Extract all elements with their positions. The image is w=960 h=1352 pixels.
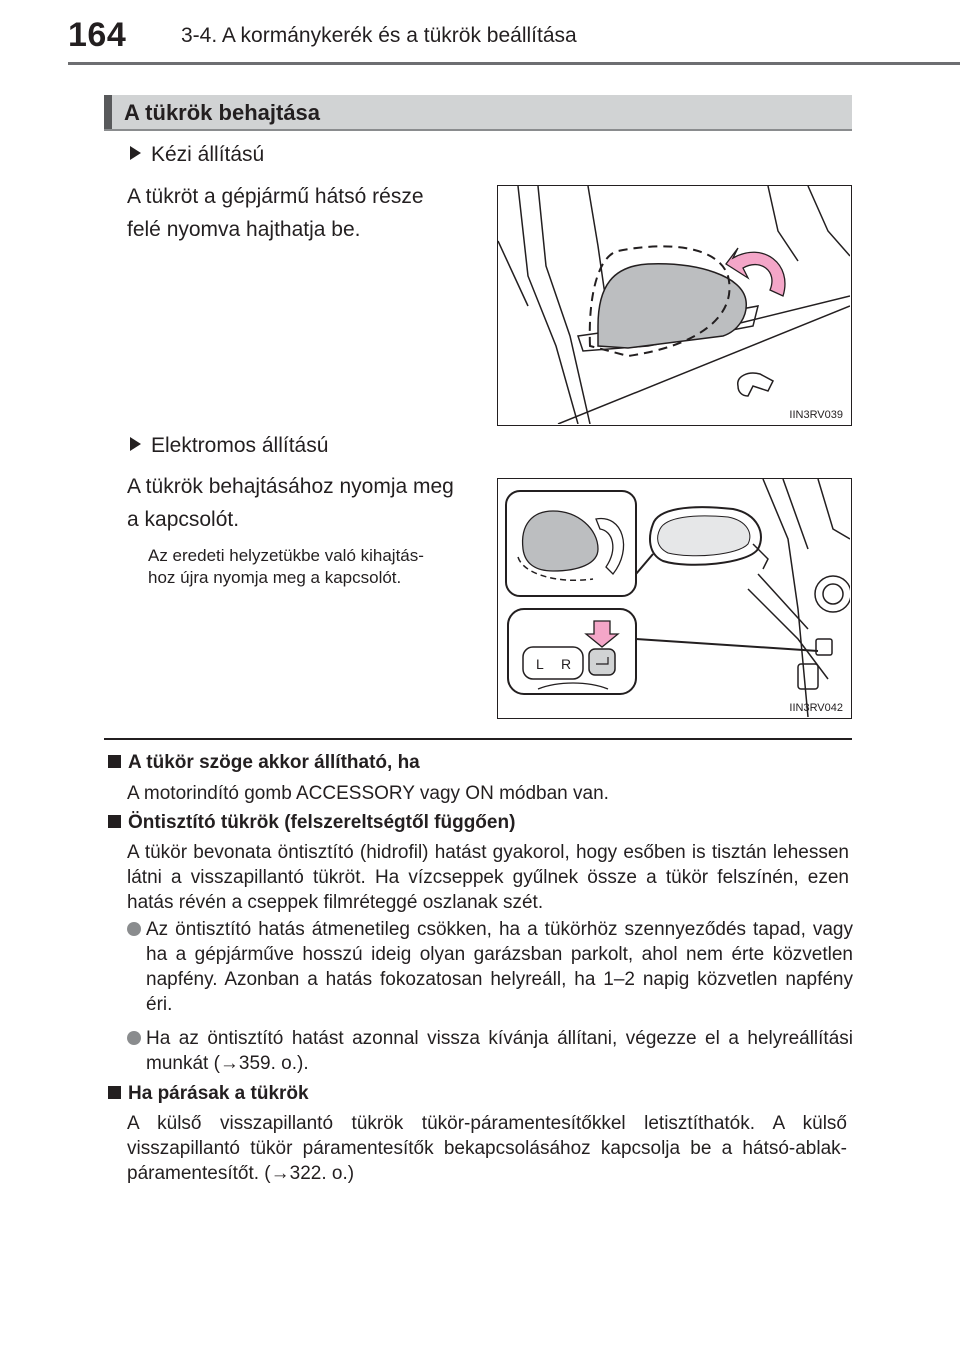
electric-switch-illustration (498, 479, 850, 717)
section-rule (104, 129, 852, 131)
bullet-selfclean-1 (127, 917, 853, 1017)
note-heading-selfclean-text: Öntisztító tükrök (felszereltségtől függően) (128, 812, 516, 833)
electric-body-line2: a kapcsolót. (127, 508, 240, 531)
electric-mirror-figure (497, 478, 852, 719)
section-accent (104, 95, 112, 129)
manual-mirror-figure (497, 185, 852, 426)
electric-body-line1: A tükrök behajtásához nyomja meg (127, 475, 454, 498)
electric-note-line1: Az eredeti helyzetükbe való kihajtás- (148, 546, 424, 565)
note-heading-fog-text: Ha párásak a tükrök (128, 1083, 309, 1104)
triangle-bullet-icon (130, 146, 141, 160)
manual-body-line1: A tükröt a gépjármű hátsó része (127, 185, 424, 208)
electric-note (148, 545, 483, 589)
note-heading-selfclean (108, 812, 515, 834)
section-title-bar (104, 95, 852, 129)
page-number: 164 (68, 16, 127, 54)
figure-code: IIN3RV039 (789, 409, 843, 421)
manual-body-line2: felé nyomva hajthatja be. (127, 218, 361, 241)
square-bullet-icon (108, 1086, 121, 1099)
page-header (0, 0, 960, 70)
manual-heading-text: Kézi állítású (151, 143, 265, 166)
round-bullet-icon (127, 1031, 141, 1045)
fold-switch-button (589, 649, 615, 675)
manual-body (127, 180, 477, 246)
bullet-selfclean-1-text: Az öntisztító hatás átmenetileg csökken, ha a tükörhöz szennyeződés tapad, vagy ha a gépjárműve hosszú ideig olyan garázsban parkolt, ahol nem érte közvetlen napfény. Azonban a hatás fokozatosan helyreáll, ha 1–2 napig közvetlen napfény éri. (146, 919, 853, 1015)
chapter-title: 3-4. A kormánykerék és a tükrök beállítása (181, 24, 577, 47)
lr-selector (523, 647, 583, 679)
manual-heading (130, 143, 264, 167)
section-divider (104, 738, 852, 740)
mirror-housing (598, 264, 746, 348)
switch-right-label: R (561, 656, 572, 672)
note-heading-angle (108, 752, 420, 774)
square-bullet-icon (108, 815, 121, 828)
triangle-bullet-icon (130, 437, 141, 451)
folding-mirror-illustration (498, 186, 850, 424)
note-text-fog: A külső visszapillantó tükrök tükör-páramentesítőkkel letisztíthatók. A külső visszapillantó tükör páramentesítők bekapcsolásához kapcsolja be a hátsó-ablak-páramentesítőt. (→322. o.) (127, 1113, 847, 1184)
section-title: A tükrök behajtása (124, 100, 321, 125)
bullet-selfclean-2 (127, 1026, 853, 1076)
bullet-selfclean-2-text: Ha az öntisztító hatást azonnal vissza kívánja állítani, végezze el a helyreállítási munkát (→359. o.). (146, 1028, 853, 1074)
square-bullet-icon (108, 755, 121, 768)
note-heading-fog (108, 1083, 309, 1105)
header-rule (68, 62, 960, 65)
electric-heading (130, 434, 328, 458)
note-text-selfclean: A tükör bevonata öntisztító (hidrofil) hatást gyakorol, hogy esőben is tisztán lehessen látni a visszapillantó tükröt. Ha vízcseppek gyűlnek össze a tükör felszínén, ezen hatás révén a cseppek filmréteggé oszlanak szét. (127, 842, 849, 913)
figure-code: IIN3RV042 (789, 702, 843, 714)
electric-note-line2: hoz újra nyomja meg a kapcsolót. (148, 568, 402, 587)
electric-body (127, 470, 482, 536)
electric-heading-text: Elektromos állítású (151, 434, 329, 457)
note-heading-angle-text: A tükör szöge akkor állítható, ha (128, 752, 420, 773)
round-bullet-icon (127, 922, 141, 936)
note-text-angle: A motorindító gomb ACCESSORY vagy ON módban van. (127, 783, 609, 804)
door-handle (738, 373, 773, 396)
switch-left-label: L (536, 656, 544, 672)
